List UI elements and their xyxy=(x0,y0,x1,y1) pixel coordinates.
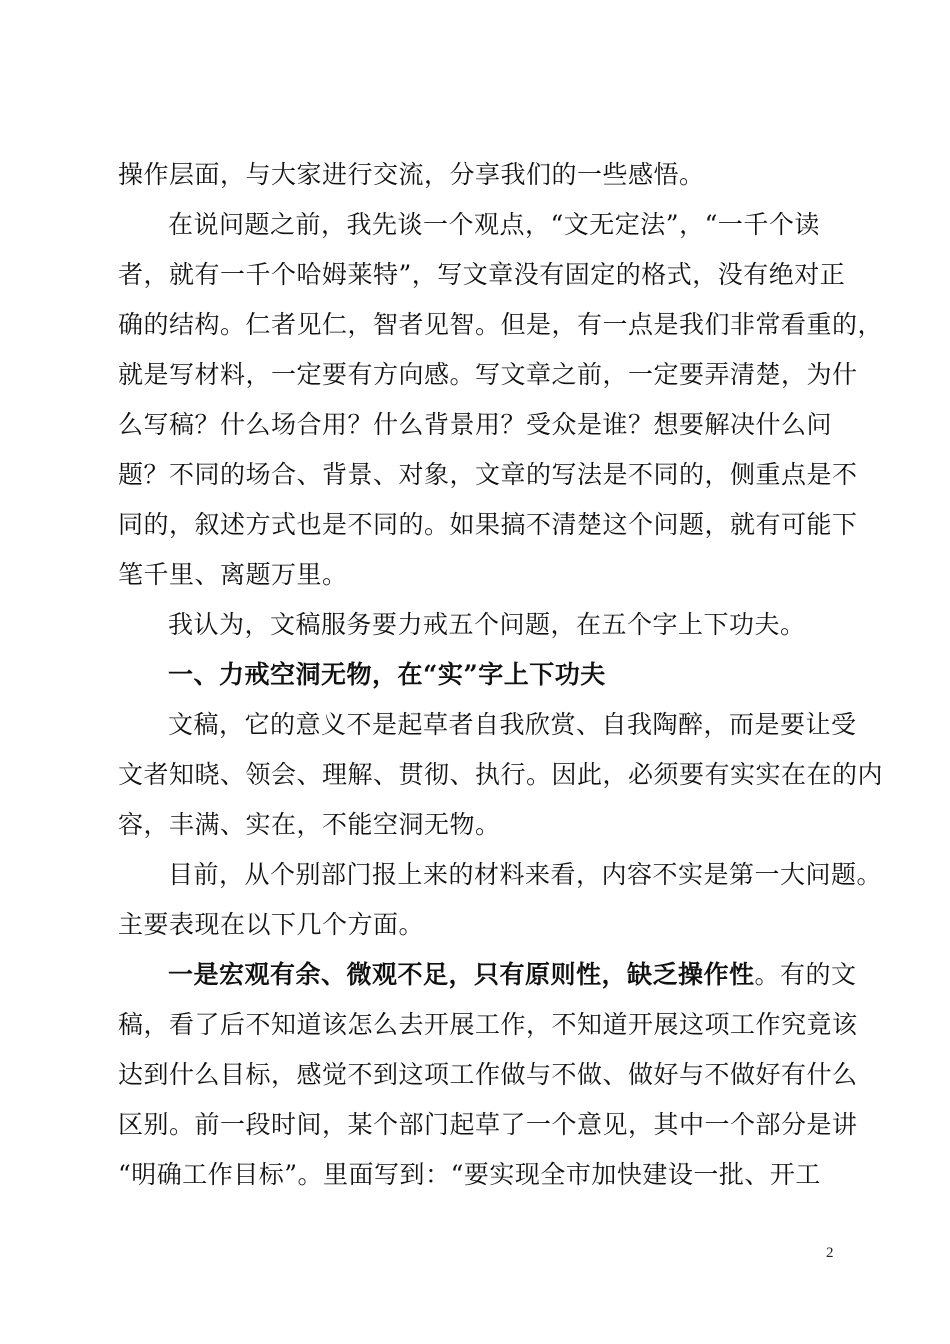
section-heading: 一、力戒空洞无物，在“实”字上下功夫 xyxy=(168,660,606,689)
text-line: “明确工作目标”。里面写到：“要实现全市加快建设一批、开工 xyxy=(118,1160,821,1189)
page-number: 2 xyxy=(826,1245,834,1261)
text-line: 稿，看了后不知道该怎么去开展工作，不知道开展这项工作究竟该 xyxy=(118,1010,858,1039)
text-line: 主要表现在以下几个方面。 xyxy=(118,910,425,939)
text-line: 容，丰满、实在，不能空洞无物。 xyxy=(118,810,501,839)
text-line: 同的，叙述方式也是不同的。如果搞不清楚这个问题，就有可能下 xyxy=(118,510,858,539)
text-line: 笔千里、离题万里。 xyxy=(118,560,348,589)
bold-subheading: 一是宏观有余、微观不足，只有原则性，缺乏操作性 xyxy=(168,960,755,989)
text-line: 区别。前一段时间，某个部门起草了一个意见，其中一个部分是讲 xyxy=(118,1110,858,1139)
paragraph-start-line: 我认为，文稿服务要力戒五个问题，在五个字上下功夫。 xyxy=(168,610,806,639)
text-line: 题？不同的场合、背景、对象，文章的写法是不同的，侧重点是不 xyxy=(118,460,858,489)
text-line: 确的结构。仁者见仁，智者见智。但是，有一点是我们非常看重的， xyxy=(118,310,884,339)
paragraph-start-line: 在说问题之前，我先谈一个观点，“文无定法”，“一千个读 xyxy=(168,210,820,239)
text-line: 文者知晓、领会、理解、贯彻、执行。因此，必须要有实实在在的内 xyxy=(118,760,884,789)
text-line: 么写稿？什么场合用？什么背景用？受众是谁？想要解决什么问 xyxy=(118,410,833,439)
document-body xyxy=(118,150,884,1200)
paragraph-start-line: 文稿，它的意义不是起草者自我欣赏、自我陶醉，而是要让受 xyxy=(168,710,857,739)
text-run: 。有的文 xyxy=(754,960,857,989)
text-line: 达到什么目标，感觉不到这项工作做与不做、做好与不做好有什么 xyxy=(118,1060,858,1089)
paragraph-start-line: 目前，从个别部门报上来的材料来看，内容不实是第一大问题。 xyxy=(168,860,883,889)
paragraph-start-line xyxy=(118,950,857,1000)
text-line: 操作层面，与大家进行交流，分享我们的一些感悟。 xyxy=(118,160,705,189)
text-line: 就是写材料，一定要有方向感。写文章之前，一定要弄清楚，为什 xyxy=(118,360,858,389)
text-line: 者，就有一千个哈姆莱特”，写文章没有固定的格式，没有绝对正 xyxy=(118,260,846,289)
